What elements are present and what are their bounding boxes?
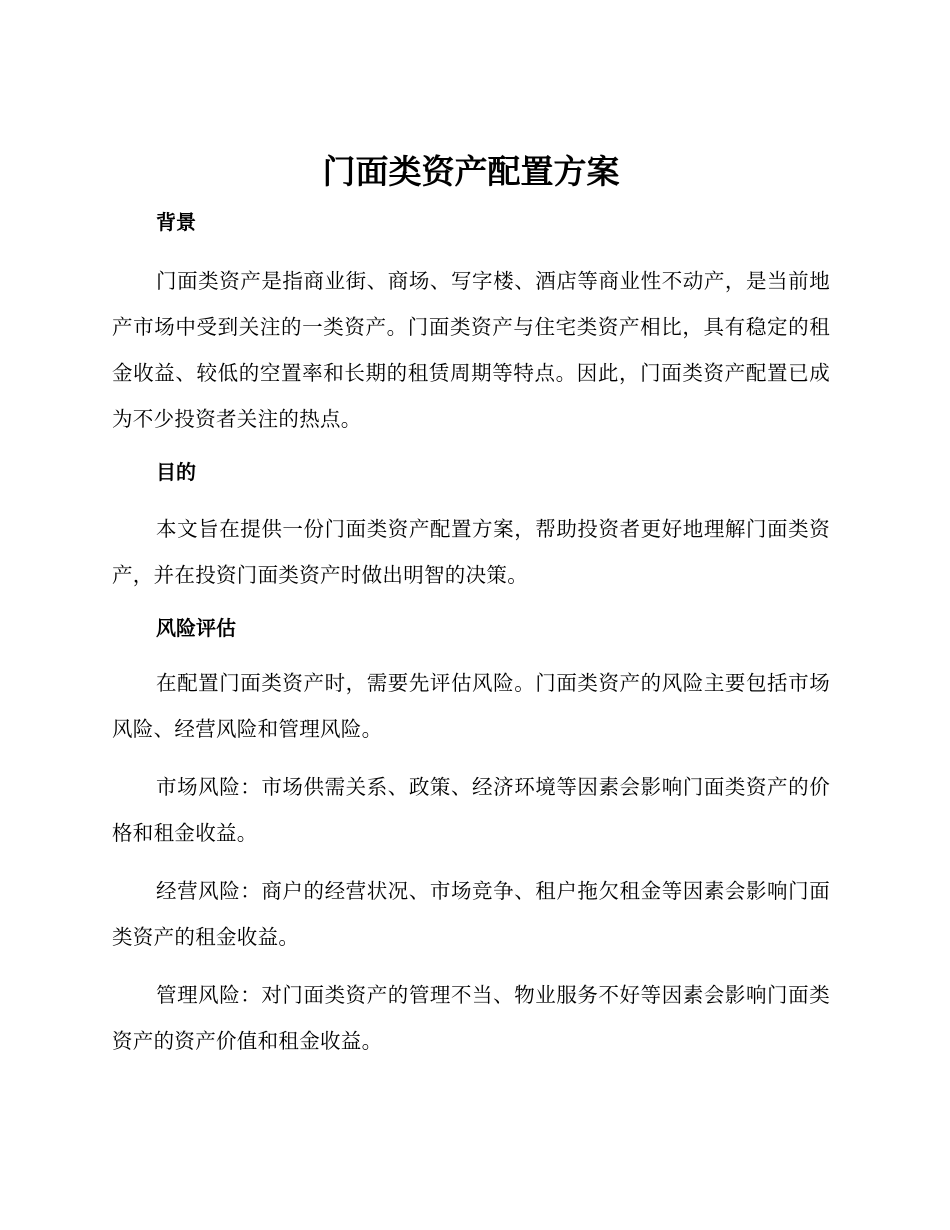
section-heading-background: 背景 bbox=[156, 210, 196, 234]
market-risk-paragraph: 市场风险：市场供需关系、政策、经济环境等因素会影响门面类资产的价格和租金收益。 bbox=[112, 775, 830, 845]
section-heading-purpose: 目的 bbox=[156, 460, 196, 484]
document-body bbox=[112, 150, 830, 1064]
background-paragraph: 门面类资产是指商业街、商场、写字楼、酒店等商业性不动产，是当前地产市场中受到关注的一类资产。门面类资产与住宅类资产相比，具有稳定的租金收益、较低的空置率和长期的租赁周期等特点。因此，门面类资产配置已成为不少投资者关注的热点。 bbox=[112, 269, 830, 431]
management-risk-paragraph: 管理风险：对门面类资产的管理不当、物业服务不好等因素会影响门面类资产的资产价值和租金收益。 bbox=[112, 983, 830, 1053]
risk-intro-paragraph: 在配置门面类资产时，需要先评估风险。门面类资产的风险主要包括市场风险、经营风险和管理风险。 bbox=[112, 671, 830, 741]
document-title: 门面类资产配置方案 bbox=[322, 152, 620, 191]
purpose-paragraph: 本文旨在提供一份门面类资产配置方案，帮助投资者更好地理解门面类资产，并在投资门面类资产时做出明智的决策。 bbox=[112, 517, 830, 587]
operation-risk-paragraph: 经营风险：商户的经营状况、市场竞争、租户拖欠租金等因素会影响门面类资产的租金收益。 bbox=[112, 879, 830, 949]
section-heading-risk: 风险评估 bbox=[156, 616, 236, 640]
